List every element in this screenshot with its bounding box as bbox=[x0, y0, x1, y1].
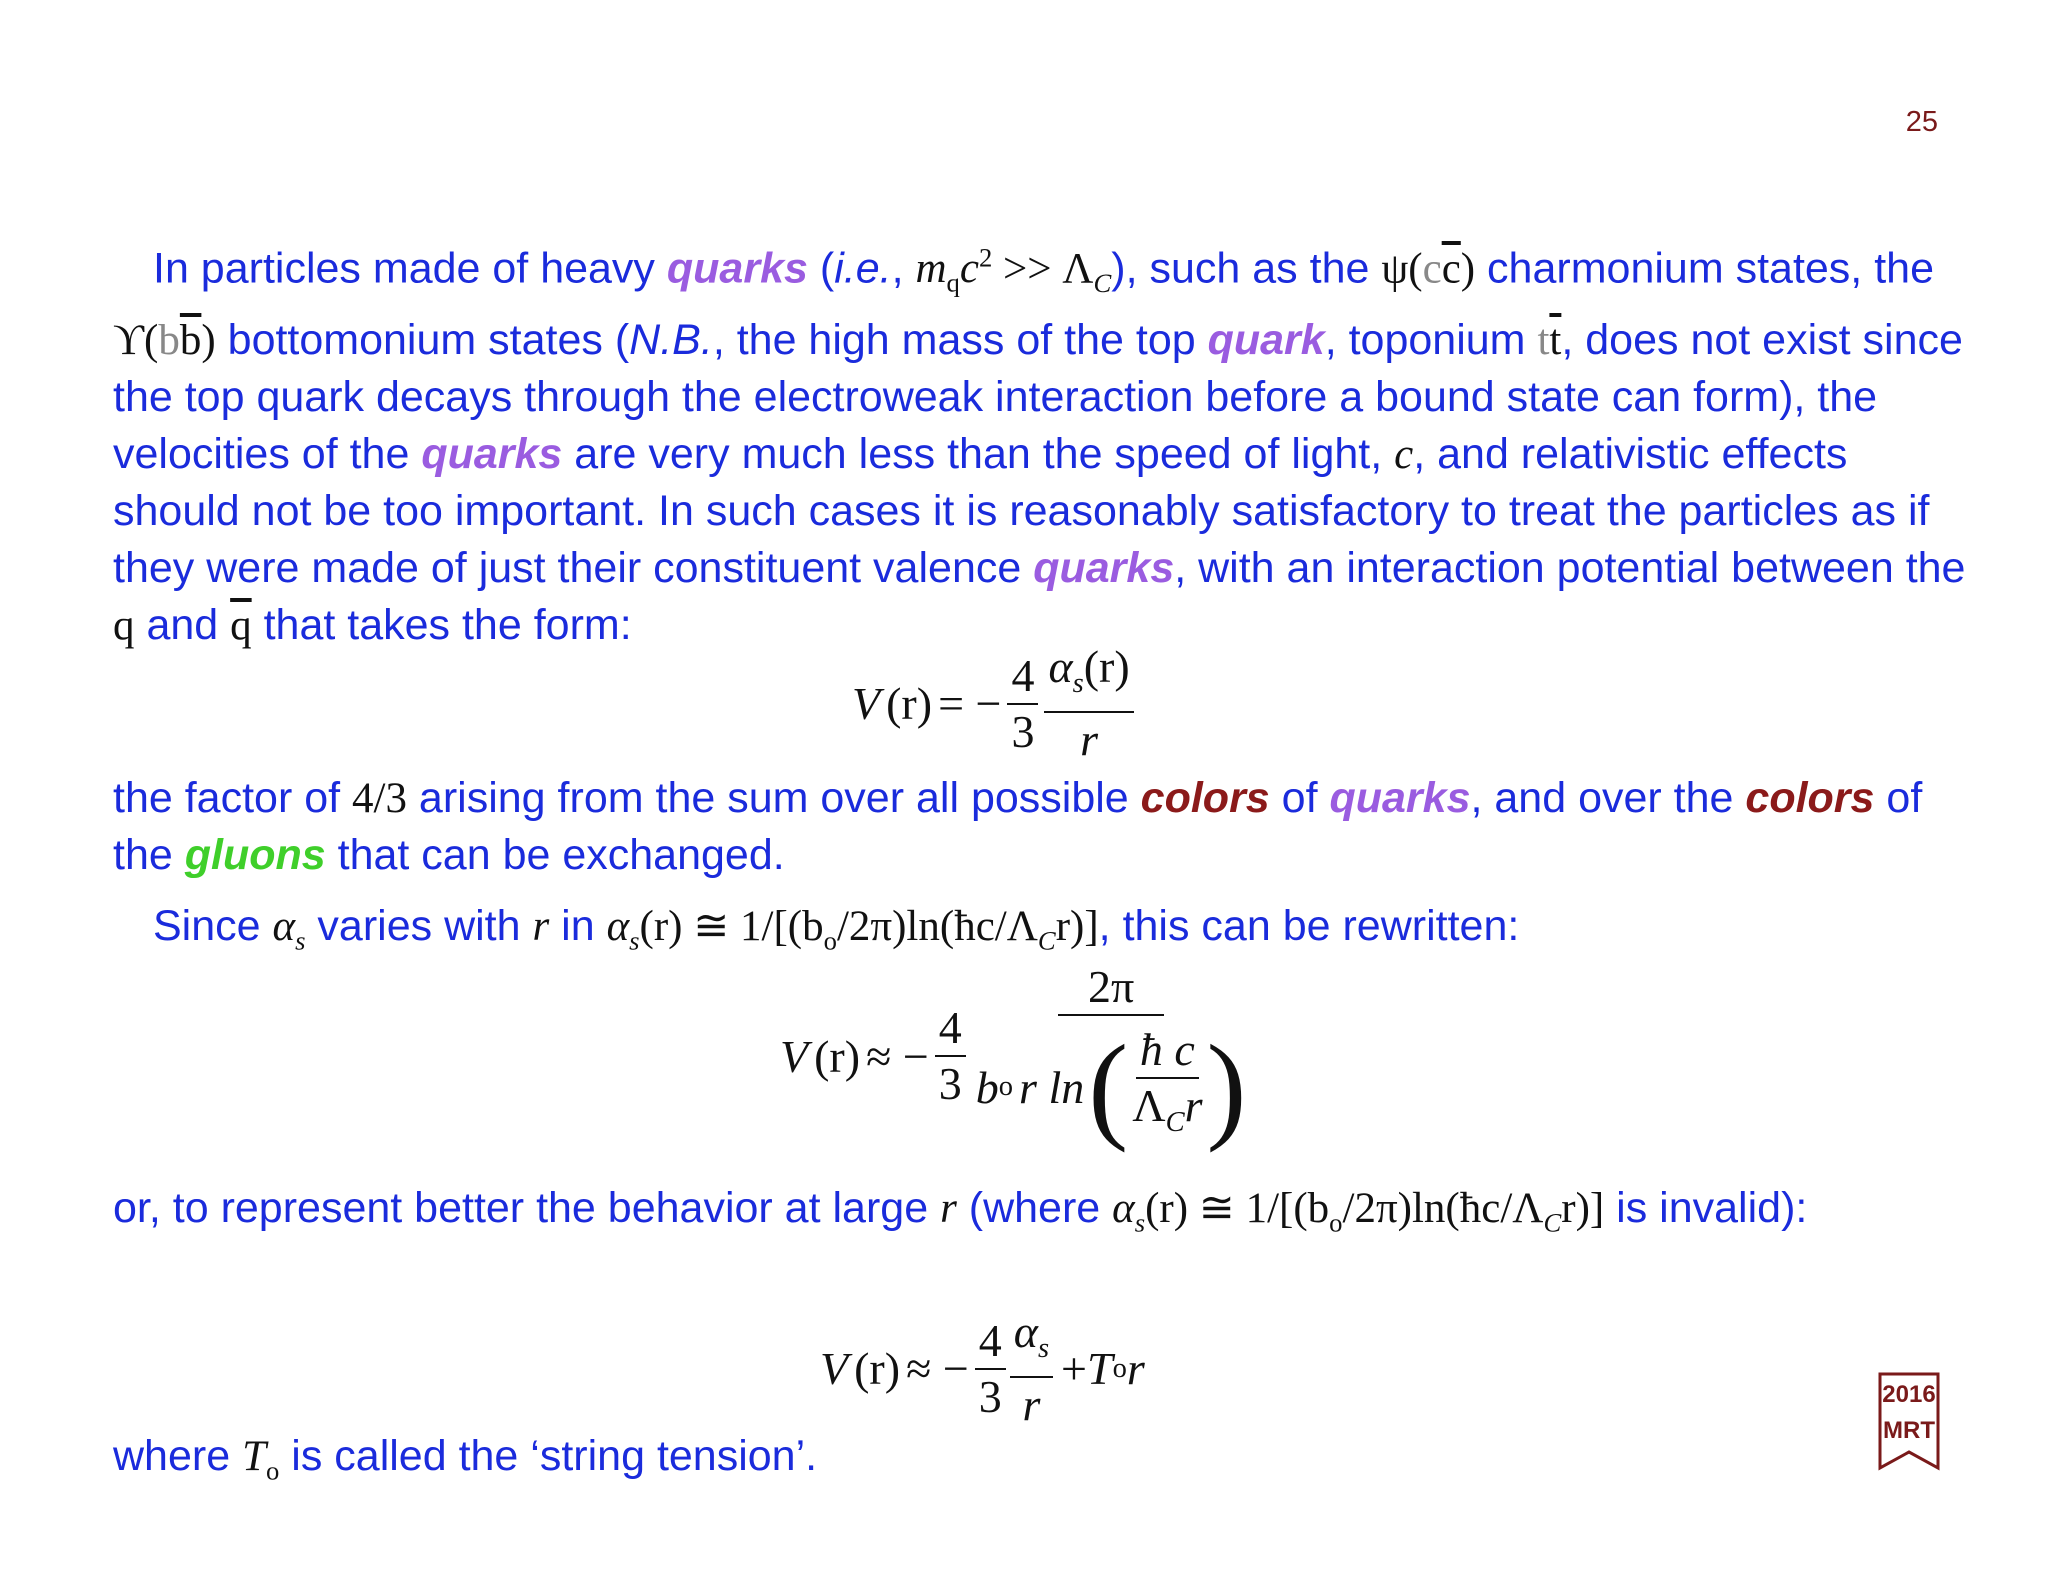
math-mq: $m_qc^2$ bbox=[915, 243, 993, 298]
paragraph-large-r: or, to represent better the behavior at large r (where $\alpha_s(r)$ ≅ $1/[(b_o/2\pi)\ln(ħc/\Lambda_Cr)]$ is invalid): bbox=[113, 1184, 1808, 1238]
mrt-badge bbox=[1878, 1372, 1940, 1472]
math-upsilon: $ϒ(b\overline{b})$ bbox=[113, 316, 216, 364]
paragraph-intro: In particles made of heavy quarks (i.e., $m_qc^2 >> \Lambda_C$), such as the $\psi(c\overline{c})$ charmonium states, the $ϒ(b\overline{b})$ bottomonium states (N.B., the high mass of the top quark, toponium $t\overline{t}$, does not exist since the top quark decays through the electroweak interaction before a bound state can form), the velocities of the quarks are very much less than the speed of light, c, and relativistic effects should not be too important. In such cases it is reasonably satisfactory to treat the particles as if they were made of just their constituent valence quarks, with an interaction potential between the q and $\overline{q}$ that takes the form: bbox=[113, 243, 1966, 649]
paragraph-since: Since $\alpha_s$ varies with r in $\alpha_s(r)$ ≅ $1/[(b_o/2\pi)\ln(ħc/\Lambda_Cr)]$, this can be rewritten: bbox=[153, 902, 1520, 956]
math-psi: $\psi(c\overline{c})$ bbox=[1381, 245, 1476, 293]
paragraph-string-tension: where $T_o$ is called the ‘string tension’. bbox=[113, 1432, 818, 1486]
badge-year: 2016 bbox=[1882, 1381, 1936, 1408]
equation-running-coupling: V (r) ≈ − $\frac{4}{3}$ 2π b o r ln ( $\frac{\text{ħ c}}{\Lambda_Cr}$ ) bbox=[780, 961, 1247, 1153]
badge-initials: MRT bbox=[1883, 1417, 1935, 1444]
equation-potential: V (r) = − $\frac{4}{3}$ $\frac{\alpha_s(r)}{r}$ bbox=[852, 640, 1134, 767]
page-number: 25 bbox=[1905, 106, 1938, 138]
equation-string-tension: V (r) ≈ − $\frac{4}{3}$ $\frac{\alpha_s}{r}$ + T o r bbox=[820, 1306, 1145, 1431]
paragraph-factor: the factor of 4/3 arising from the sum over all possible colors of quarks, and over the colors of the gluons that can be exchanged. bbox=[113, 774, 1923, 879]
